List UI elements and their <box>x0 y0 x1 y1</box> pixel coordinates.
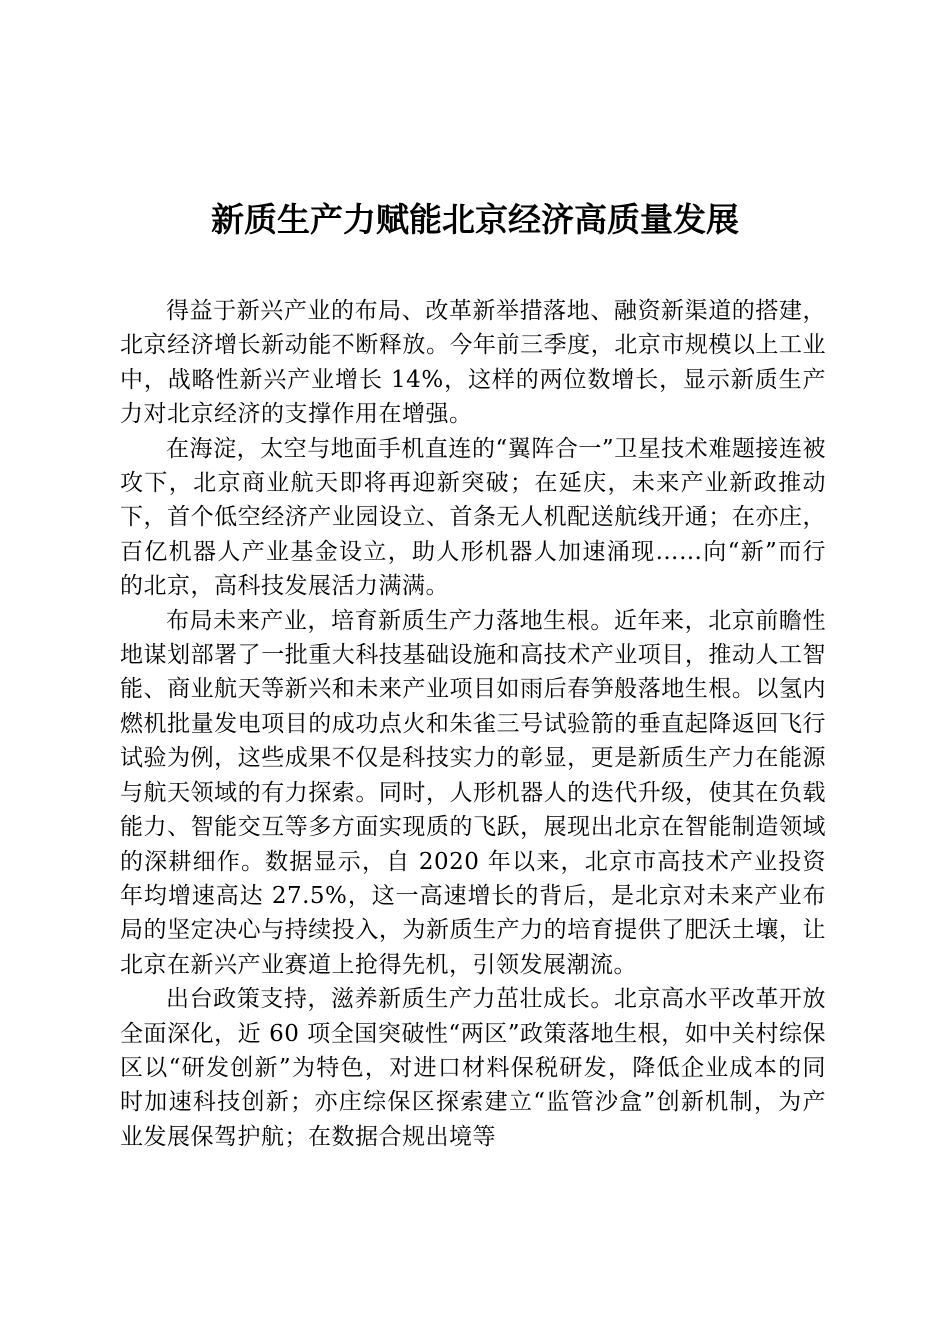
paragraph-4: 出台政策支持，滋养新质生产力茁壮成长。北京高水平改革开放全面深化，近 60 项全国突破性“两区”政策落地生根，如中关村综保区以“研发创新”为特色，对进口材料保税研发，降低企业成本的同时加速科技创新；亦庄综保区探索建立“监管沙盒”创新机制，为产业发展保驾护航；在数据合规出境等 <box>120 986 826 1150</box>
paragraph-3: 布局未来产业，培育新质生产力落地生根。近年来，北京前瞻性地谋划部署了一批重大科技基础设施和高技术产业项目，推动人工智能、商业航天等新兴和未来产业项目如雨后春笋般落地生根。以氢内燃机批量发电项目的成功点火和朱雀三号试验箭的垂直起降返回飞行试验为例，这些成果不仅是科技实力的彰显，更是新质生产力在能源与航天领域的有力探索。同时，人形机器人的迭代升级，使其在负载能力、智能交互等多方面实现质的飞跃，展现出北京在智能制造领域的深耕细作。数据显示，自 2020 年以来，北京市高技术产业投资年均增速高达 27.5%，这一高速增长的背后，是北京对未来产业布局的坚定决心与持续投入，为新质生产力的培育提供了肥沃土壤，让北京在新兴产业赛道上抢得先机，引领发展潮流。 <box>120 607 826 978</box>
paragraph-2: 在海淀，太空与地面手机直连的“翼阵合一”卫星技术难题接连被攻下，北京商业航天即将再迎新突破；在延庆，未来产业新政推动下，首个低空经济产业园设立、首条无人机配送航线开通；在亦庄，百亿机器人产业基金设立，助人形机器人加速涌现……向“新”而行的北京，高科技发展活力满满。 <box>120 435 826 600</box>
paragraph-1: 得益于新兴产业的布局、改革新举措落地、融资新渠道的搭建，北京经济增长新动能不断释放。今年前三季度，北京市规模以上工业中，战略性新兴产业增长 14%，这样的两位数增长，显示新质生产力对北京经济的支撑作用在增强。 <box>120 298 826 428</box>
document-title: 新质生产力赋能北京经济高质量发展 <box>211 200 739 239</box>
document-body <box>120 294 826 1154</box>
